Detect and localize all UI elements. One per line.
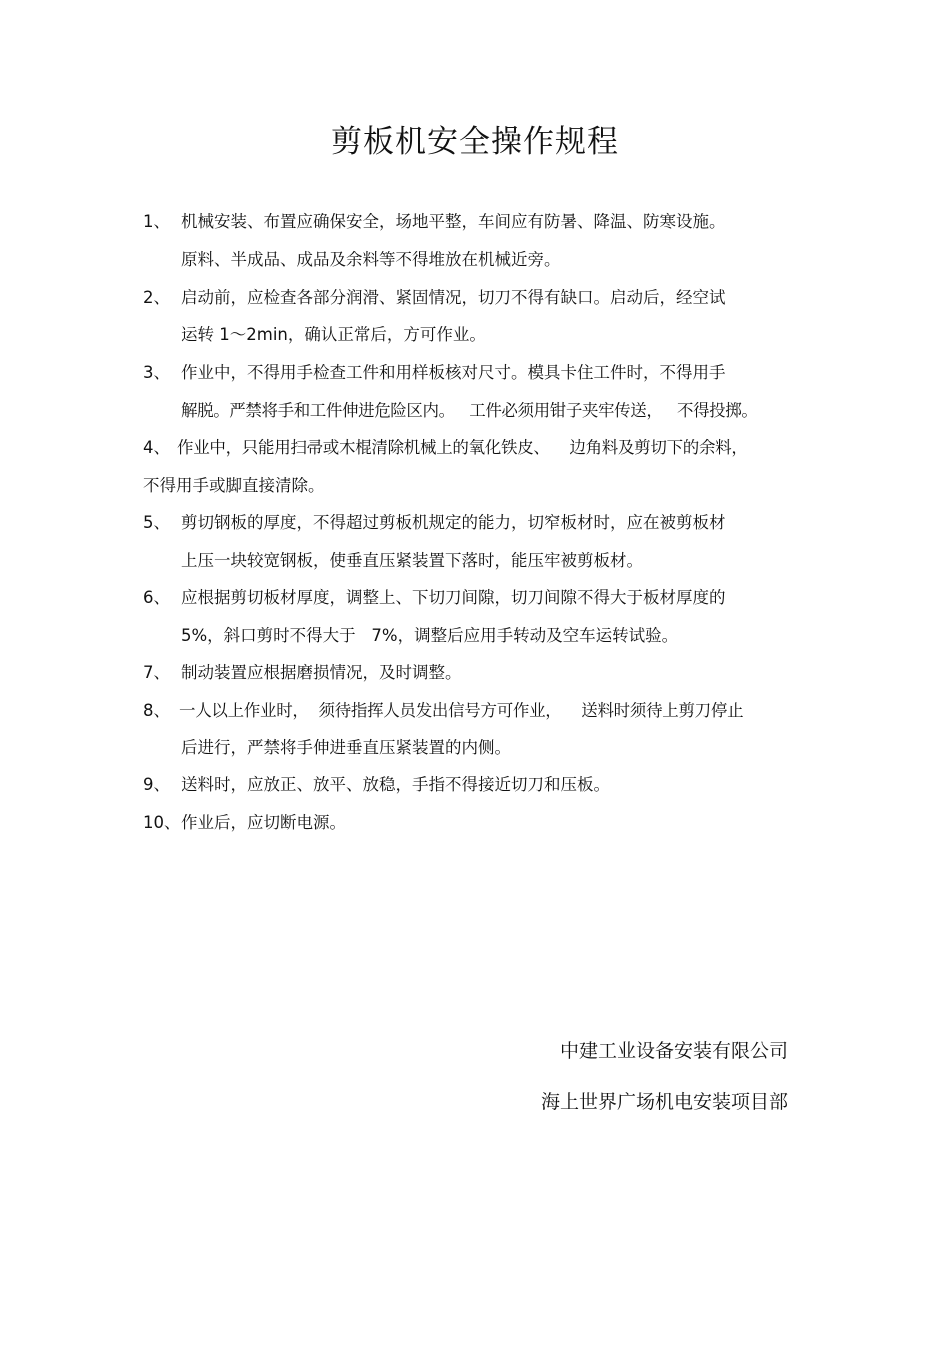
document-title: 剪板机安全操作规程 bbox=[331, 124, 619, 160]
rule-3-line-2: 解脱。严禁将手和工件伸进危险区内。 工件必须用钳子夹牢传送， 不得投掷。 bbox=[181, 401, 758, 420]
rule-3-number: 3、 bbox=[143, 363, 170, 382]
rule-1-number: 1、 bbox=[143, 212, 170, 231]
rule-8-line-1: 一人以上作业时， 须待指挥人员发出信号方可作业， 送料时须待上剪刀停止 bbox=[179, 701, 744, 720]
rule-4-line-1: 作业中，只能用扫帚或木棍清除机械上的氧化铁皮、 边角料及剪切下的余料， bbox=[177, 438, 748, 457]
rule-5-line-1: 剪切钢板的厚度，不得超过剪板机规定的能力，切窄板材时，应在被剪板材 bbox=[181, 513, 726, 532]
rule-6-line-1: 应根据剪切板材厚度，调整上、下切刀间隙，切刀间隙不得大于板材厚度的 bbox=[181, 588, 726, 607]
rule-2-number: 2、 bbox=[143, 288, 170, 307]
rule-3-line-1: 作业中，不得用手检查工件和用样板核对尺寸。模具卡住工件时，不得用手 bbox=[181, 363, 726, 382]
rule-10-number: 10、 bbox=[143, 813, 181, 832]
rule-9-number: 9、 bbox=[143, 775, 170, 794]
rule-5-number: 5、 bbox=[143, 513, 170, 532]
rule-8-line-2: 后进行，严禁将手伸进垂直压紧装置的内侧。 bbox=[181, 738, 511, 757]
rule-6-number: 6、 bbox=[143, 588, 170, 607]
rule-7-line-1: 制动装置应根据磨损情况，及时调整。 bbox=[181, 663, 462, 682]
rule-6-line-2: 5%，斜口剪时不得大于 7%，调整后应用手转动及空车运转试验。 bbox=[181, 626, 679, 645]
rule-9-line-1: 送料时，应放正、放平、放稳，手指不得接近切刀和压板。 bbox=[181, 775, 610, 794]
rule-4-number: 4、 bbox=[143, 438, 170, 457]
rule-2-line-2: 运转 1～2min，确认正常后，方可作业。 bbox=[181, 325, 486, 344]
rule-4-line-2: 不得用手或脚直接清除。 bbox=[143, 476, 325, 495]
rule-1-line-2: 原料、半成品、成品及余料等不得堆放在机械近旁。 bbox=[181, 250, 561, 269]
footer-department: 海上世界广场机电安装项目部 bbox=[540, 1091, 788, 1113]
footer-company: 中建工业设备安装有限公司 bbox=[559, 1040, 788, 1062]
rule-8-number: 8、 bbox=[143, 701, 170, 720]
rule-5-line-2: 上压一块较宽钢板，使垂直压紧装置下落时，能压牢被剪板材。 bbox=[181, 551, 643, 570]
rule-1-line-1: 机械安装、布置应确保安全，场地平整，车间应有防暑、降温、防寒设施。 bbox=[181, 212, 726, 231]
rule-10-line-1: 作业后，应切断电源。 bbox=[181, 813, 346, 832]
rule-7-number: 7、 bbox=[143, 663, 170, 682]
rule-2-line-1: 启动前，应检查各部分润滑、紧固情况，切刀不得有缺口。启动后，经空试 bbox=[181, 288, 726, 307]
